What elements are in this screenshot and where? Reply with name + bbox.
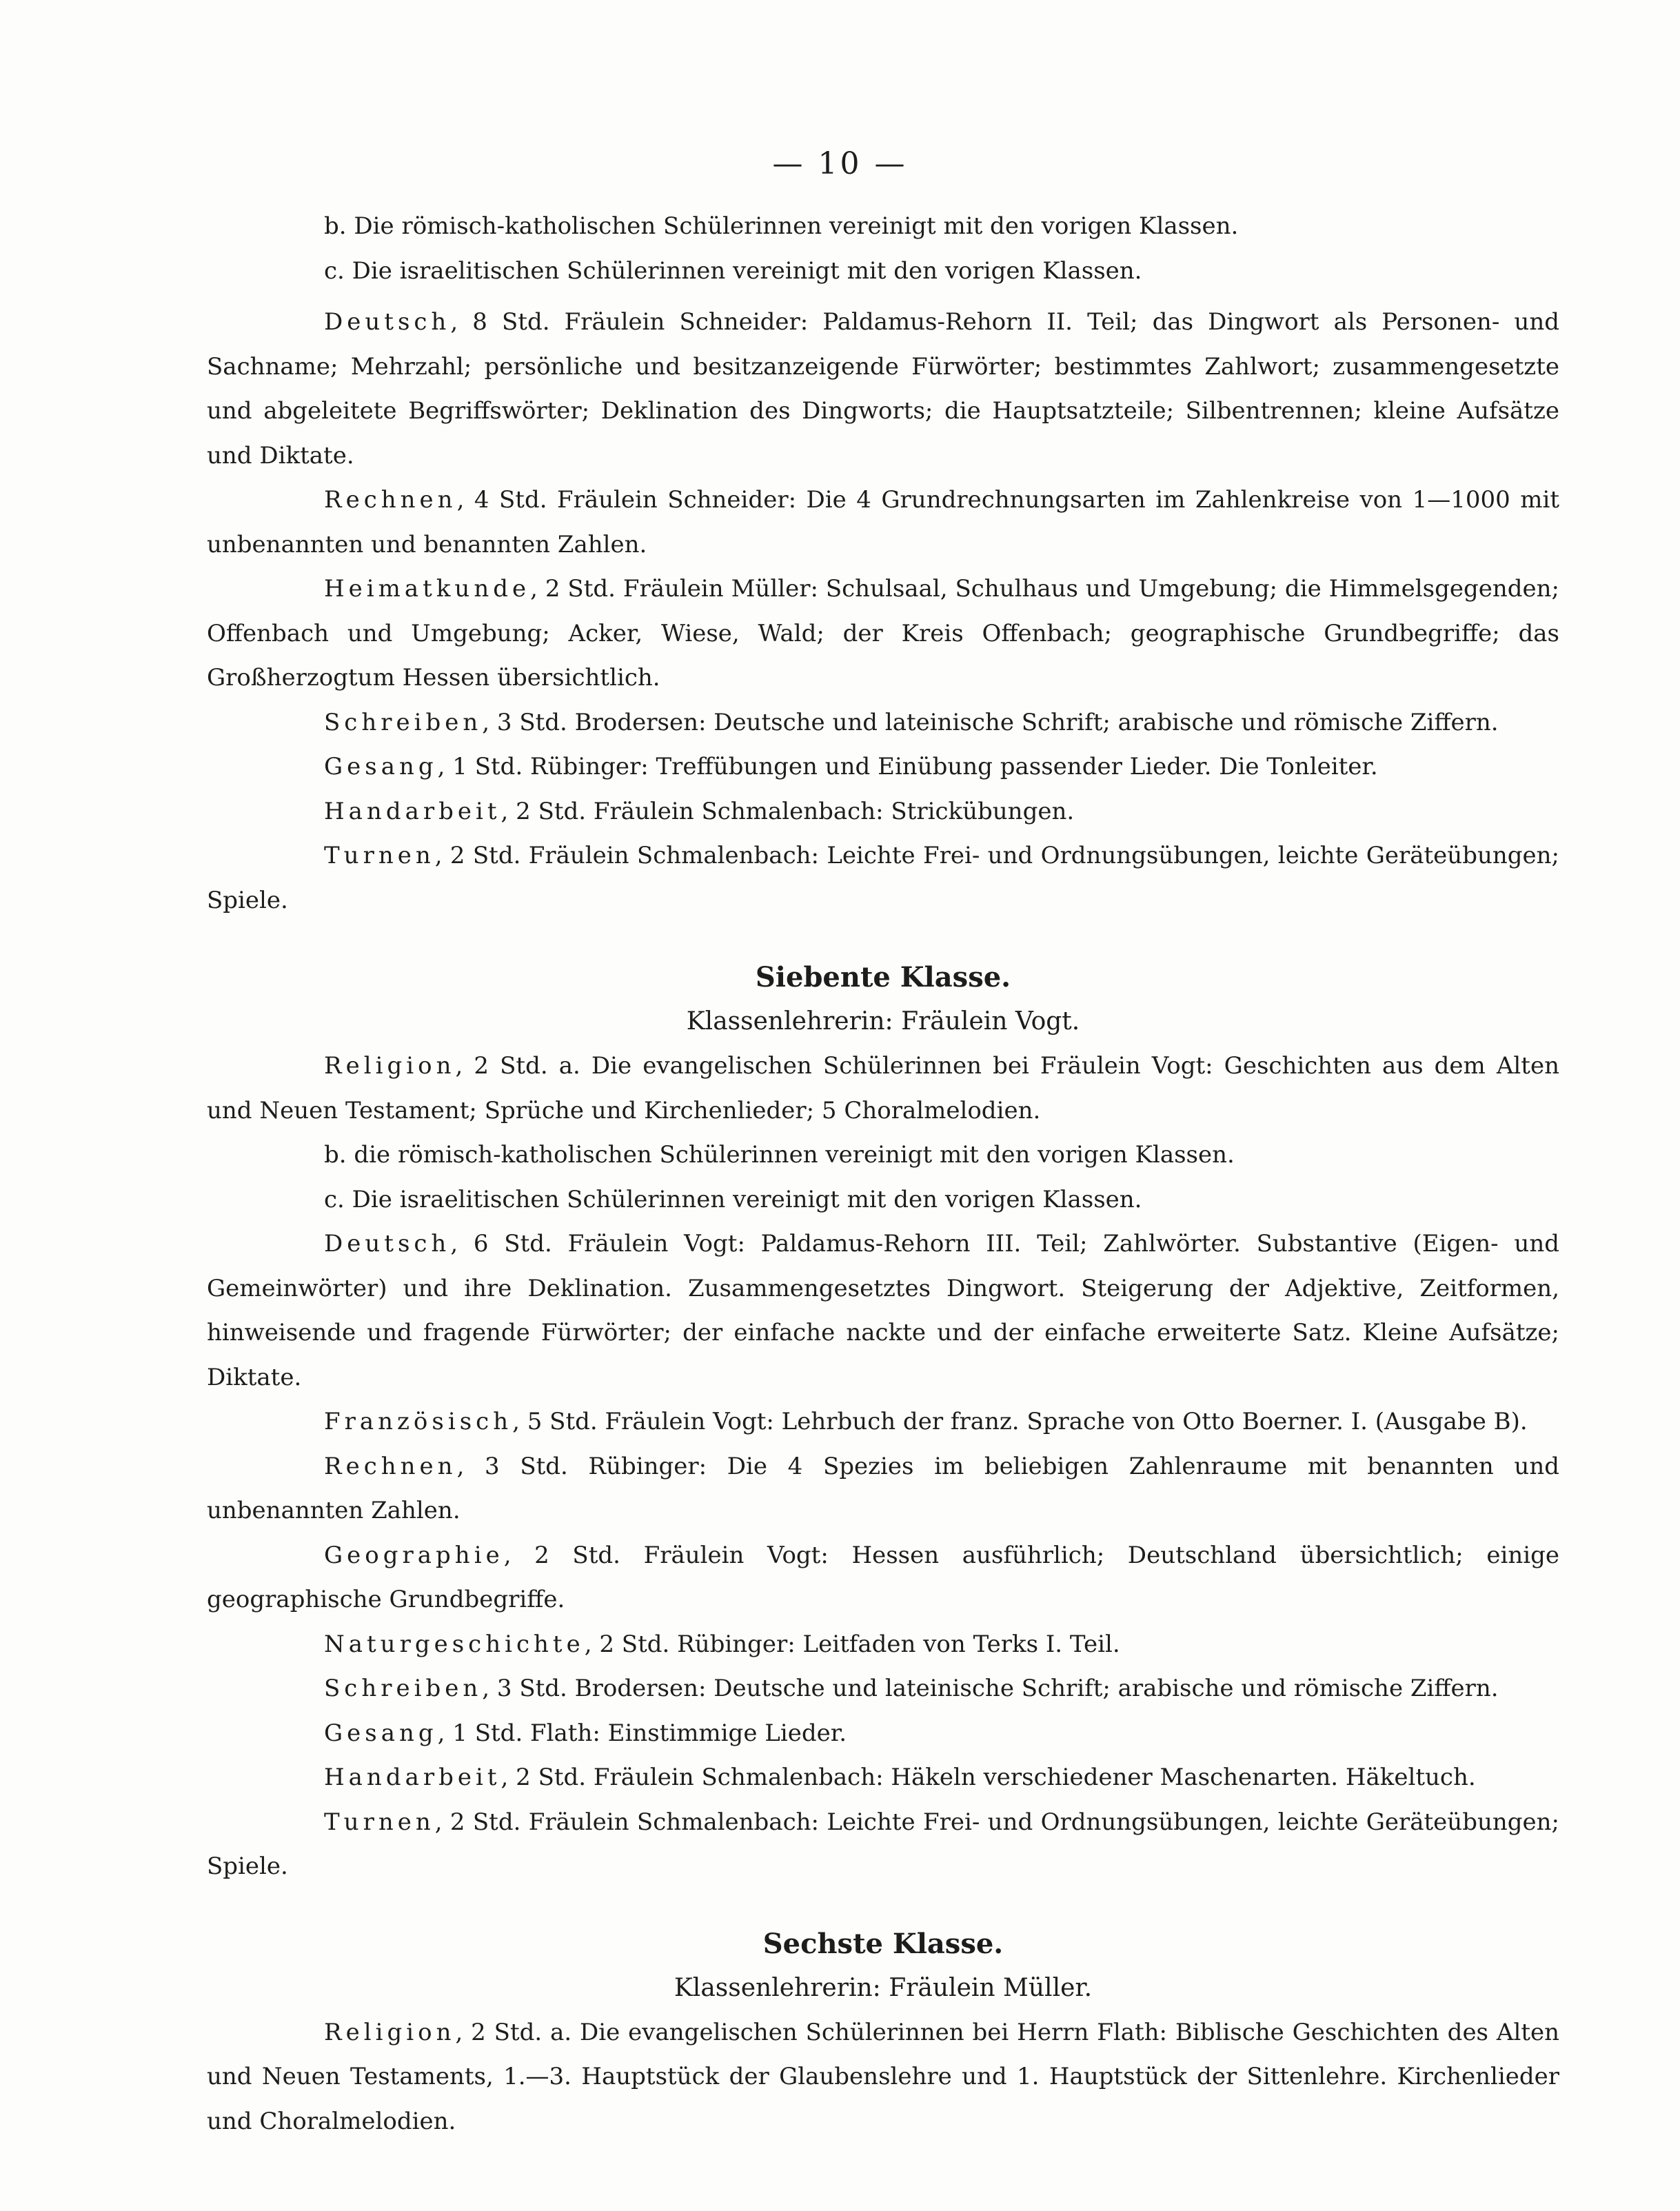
- page-number: — 10 —: [772, 146, 908, 181]
- subject-naturgeschichte-7: Naturgeschichte, 2 Std. Rübinger: Leitfaden von Terks I. Teil.: [324, 1630, 1120, 1658]
- teacher-siebente: Klassenlehrerin: Fräulein Vogt.: [686, 1007, 1080, 1036]
- subject-religion-7: Religion, 2 Std. a. Die evangelischen Schülerinnen bei Fräulein Vogt: Geschichten aus dem Alten und Neuen Testament; Sprüche und Kirchenlieder; 5 Choralmelodien.: [207, 1052, 1559, 1124]
- subject-turnen-7: Turnen, 2 Std. Fräulein Schmalenbach: Leichte Frei- und Ordnungsübungen, leichte Geräteübungen; Spiele.: [207, 1808, 1559, 1880]
- heading-siebente-klasse: Siebente Klasse.: [755, 961, 1011, 993]
- subject-handarbeit: Handarbeit, 2 Std. Fräulein Schmalenbach: Strickübungen.: [324, 797, 1075, 825]
- paragraph-b-7: b. die römisch-katholischen Schülerinnen vereinigt mit den vorigen Klassen.: [324, 1141, 1235, 1169]
- subject-handarbeit-7: Handarbeit, 2 Std. Fräulein Schmalenbach: Häkeln verschiedener Maschenarten. Häkeltuch.: [324, 1764, 1476, 1791]
- subject-geographie-7: Geographie, 2 Std. Fräulein Vogt: Hessen ausführlich; Deutschland übersichtlich; einige geographische Grundbegriffe.: [207, 1541, 1559, 1613]
- subject-heimatkunde: Heimatkunde, 2 Std. Fräulein Müller: Schulsaal, Schulhaus und Umgebung; die Himmelsgegenden; Offenbach und Umgebung; Acker, Wiese, Wald; der Kreis Offenbach; geographische Grundbegriffe; das Großherzogtum Hessen übersichtlich.: [207, 575, 1559, 691]
- paragraph-c-prev: c. Die israelitischen Schülerinnen vereinigt mit den vorigen Klassen.: [324, 256, 1142, 285]
- subject-turnen: Turnen, 2 Std. Fräulein Schmalenbach: Leichte Frei- und Ordnungsübungen, leichte Geräteübungen; Spiele.: [207, 842, 1559, 914]
- teacher-sechste: Klassenlehrerin: Fräulein Müller.: [674, 1973, 1093, 2002]
- subject-gesang: Gesang, 1 Std. Rübinger: Treffübungen und Einübung passender Lieder. Die Tonleiter.: [324, 753, 1378, 780]
- subject-deutsch-7: Deutsch, 6 Std. Fräulein Vogt: Paldamus-Rehorn III. Teil; Zahlwörter. Substantive (Eigen- und Gemeinwörter) und ihre Deklination. Zusammengesetztes Dingwort. Steigerung der Adjektive, Zeitformen, hinweisende und fragende Fürwörter; der einfache nackte und der einfache erweiterte Satz. Kleine Aufsätze; Diktate.: [207, 1230, 1559, 1391]
- paragraph-b-prev: b. Die römisch-katholischen Schülerinnen vereinigt mit den vorigen Klassen.: [324, 212, 1239, 240]
- subject-rechnen-7: Rechnen, 3 Std. Rübinger: Die 4 Spezies im beliebigen Zahlenraume mit benannten und unbenannten Zahlen.: [207, 1452, 1559, 1524]
- subject-deutsch: Deutsch, 8 Std. Fräulein Schneider: Paldamus-Rehorn II. Teil; das Dingwort als Personen- und Sachname; Mehrzahl; persönliche und besitzanzeigende Fürwörter; bestimmtes Zahlwort; zusammengesetzte und abgeleitete Begriffswörter; Deklination des Dingworts; die Hauptsatzteile; Silbentrennen; kleine Aufsätze und Diktate.: [207, 308, 1559, 470]
- heading-sechste-klasse: Sechste Klasse.: [762, 1927, 1004, 1960]
- subject-gesang-7: Gesang, 1 Std. Flath: Einstimmige Lieder.: [324, 1719, 847, 1747]
- paragraph-c-7: c. Die israelitischen Schülerinnen vereinigt mit den vorigen Klassen.: [324, 1185, 1142, 1213]
- subject-religion-6: Religion, 2 Std. a. Die evangelischen Schülerinnen bei Herrn Flath: Biblische Geschichten des Alten und Neuen Testaments, 1.—3. Hauptstück der Glaubenslehre und 1. Hauptstück der Sittenlehre. Kirchenlieder und Choralmelodien.: [207, 2018, 1559, 2135]
- text-block: [207, 204, 1559, 2143]
- subject-schreiben-7: Schreiben, 3 Std. Brodersen: Deutsche und lateinische Schrift; arabische und römische Ziffern.: [324, 1675, 1499, 1702]
- subject-franzoesisch-7: Französisch, 5 Std. Fräulein Vogt: Lehrbuch der franz. Sprache von Otto Boerner. I. (Ausgabe B).: [324, 1408, 1528, 1435]
- subject-schreiben: Schreiben, 3 Std. Brodersen: Deutsche und lateinische Schrift; arabische und römische Ziffern.: [324, 708, 1499, 736]
- subject-rechnen: Rechnen, 4 Std. Fräulein Schneider: Die 4 Grundrechnungsarten im Zahlenkreise von 1—1000 mit unbenannten und benannten Zahlen.: [207, 486, 1559, 558]
